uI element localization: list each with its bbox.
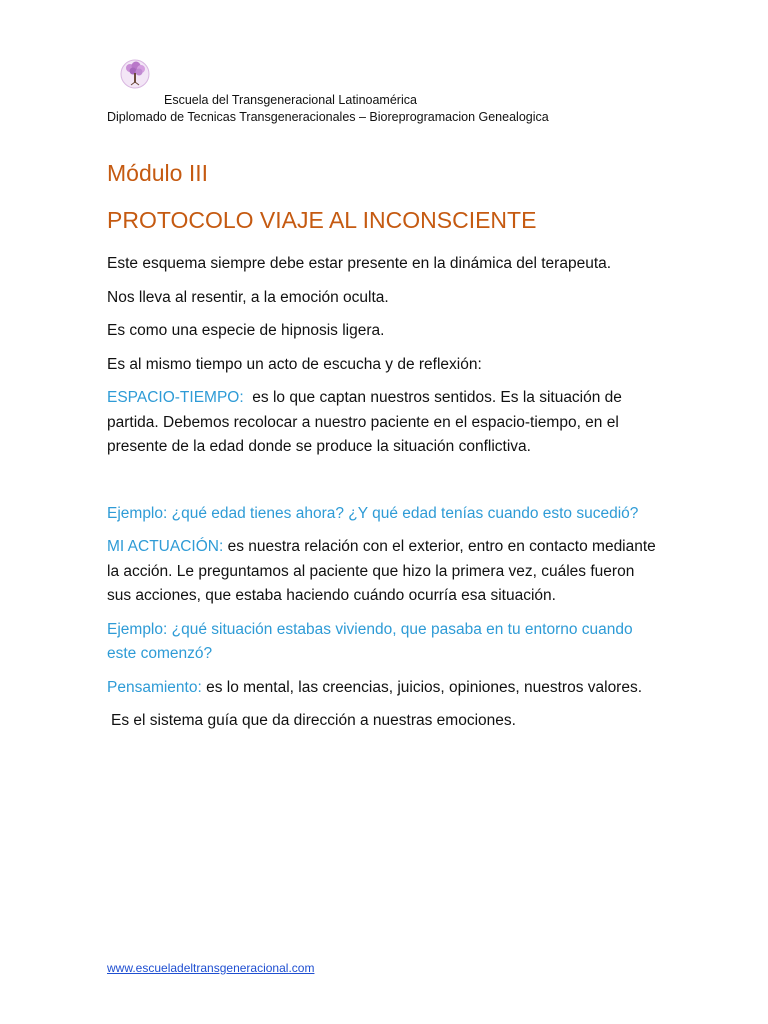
actuacion-text: es nuestra relación con el exterior, entro en contacto mediante la acción. Le preguntamos al paciente que hizo la primera vez, cuáles fueron sus acciones, que estaba haciendo cuándo ocurría esa situación. xyxy=(107,538,661,604)
actuacion-label: MI ACTUACIÓN: xyxy=(107,538,224,555)
program-name: Diplomado de Tecnicas Transgeneracionales – Bioreprogramacion Genealogica xyxy=(107,110,549,124)
espacio-tiempo-text: es lo que captan nuestros sentidos. Es la situación de partida. Debemos recolocar a nuestro paciente en el espacio-tiempo, en el presente de la edad donde se produce la situación conflictiva. xyxy=(107,389,627,455)
school-logo-icon xyxy=(118,58,152,92)
paragraph-escucha: Es al mismo tiempo un acto de escucha y de reflexión: xyxy=(107,355,482,373)
espacio-tiempo-label: ESPACIO-TIEMPO: xyxy=(107,389,244,406)
paragraph-intro: Este esquema siempre debe estar presente en la dinámica del terapeuta. xyxy=(107,255,612,272)
paragraph-pensamiento xyxy=(107,676,662,701)
website-link[interactable]: www.escueladeltransgeneracional.com xyxy=(107,961,315,975)
paragraph-resentir: Nos lleva al resentir, a la emoción oculta. xyxy=(107,288,389,306)
document-body xyxy=(107,252,662,743)
paragraph-hipnosis: Es como una especie de hipnosis ligera. xyxy=(107,322,385,339)
school-name: Escuela del Transgeneracional Latinoamérica xyxy=(164,93,417,107)
pensamiento-text: es lo mental, las creencias, juicios, opiniones, nuestros valores. xyxy=(201,678,643,696)
spacer xyxy=(107,469,662,502)
example-edad: Ejemplo: ¿qué edad tienes ahora? ¿Y qué edad tenías cuando esto sucedió? xyxy=(107,504,639,522)
paragraph-actuacion xyxy=(107,535,662,609)
paragraph-espacio-tiempo xyxy=(107,386,662,460)
example-situacion: Ejemplo: ¿qué situación estabas viviendo, que pasaba en tu entorno cuando este comenzó? xyxy=(107,620,633,662)
module-title: Módulo III xyxy=(107,160,208,186)
paragraph-sistema-guia: Es el sistema guía que da dirección a nuestras emociones. xyxy=(111,712,516,729)
protocol-title: PROTOCOLO VIAJE AL INCONSCIENTE xyxy=(107,207,537,233)
pensamiento-label: Pensamiento: xyxy=(107,678,202,696)
